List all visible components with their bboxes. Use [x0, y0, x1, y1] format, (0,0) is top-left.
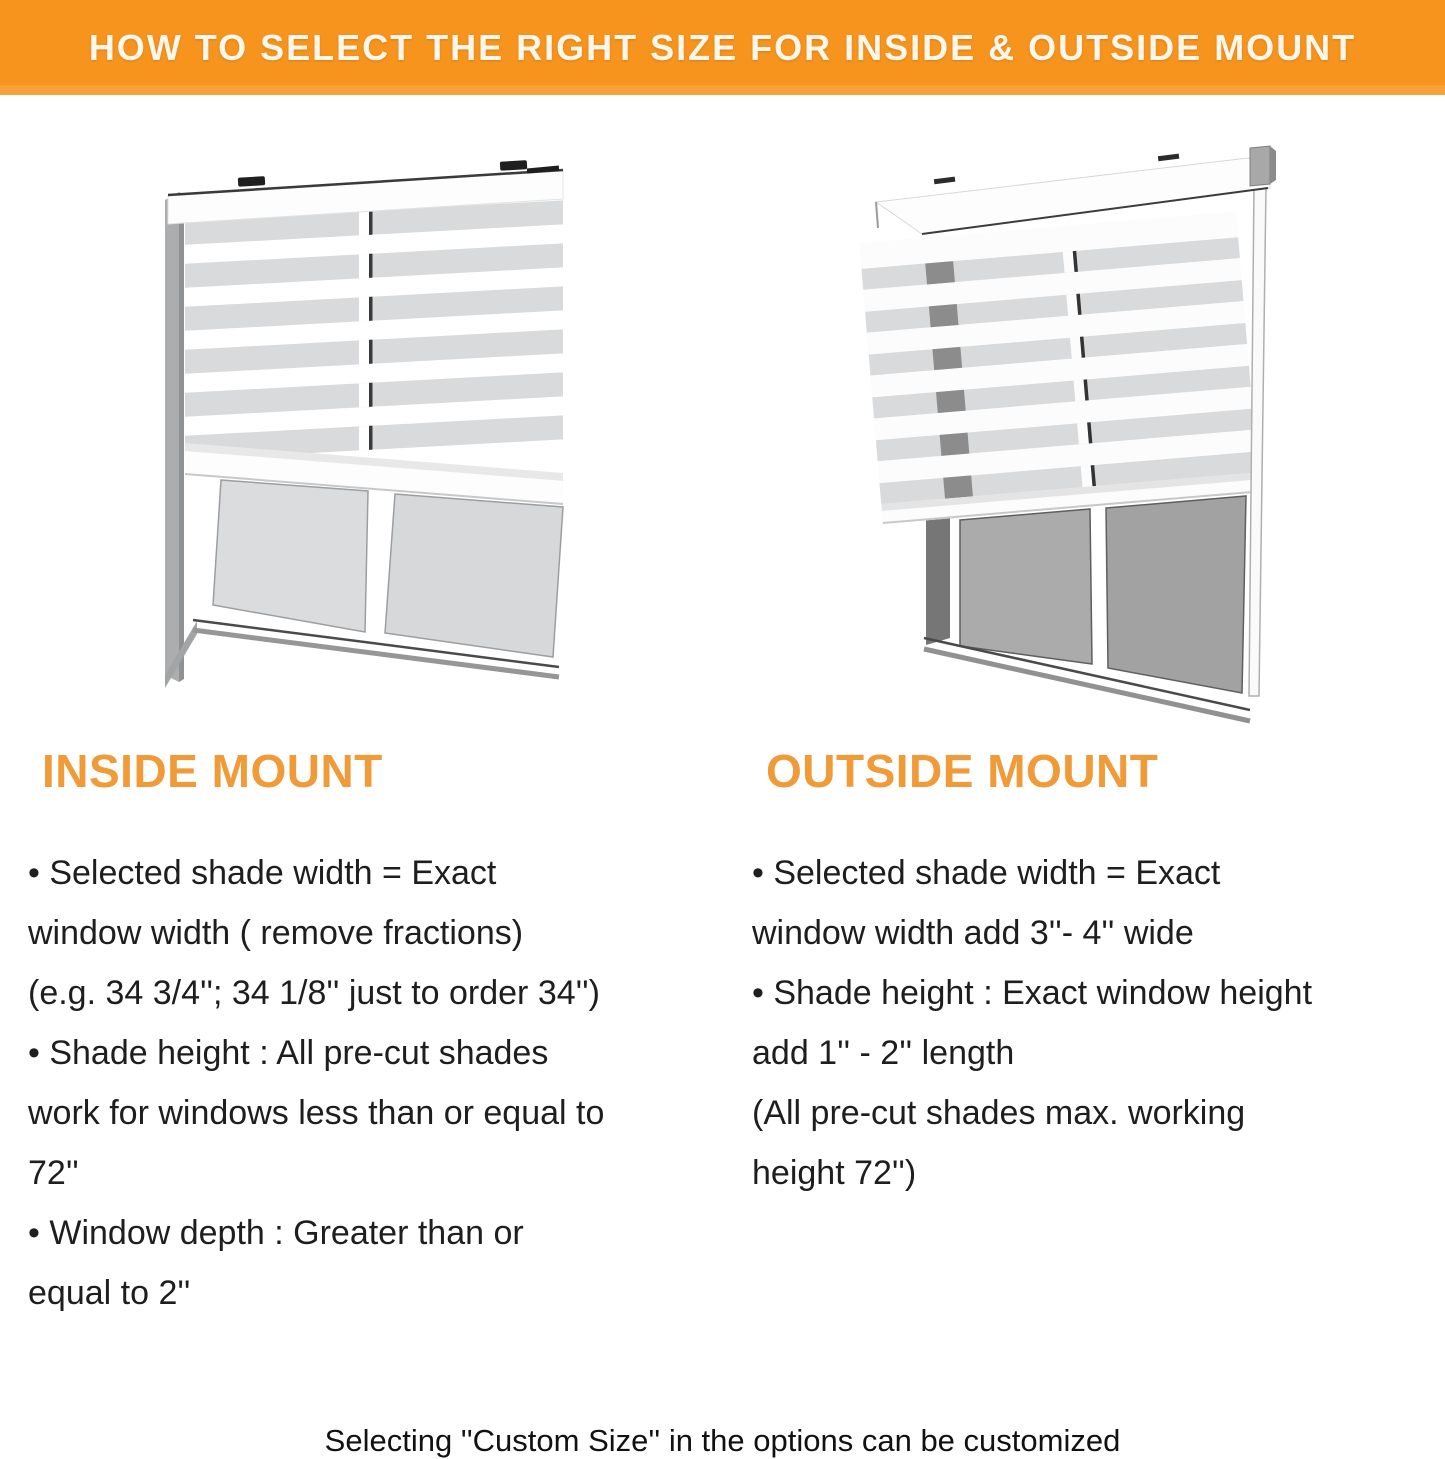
banner-title: HOW TO SELECT THE RIGHT SIZE FOR INSIDE & OUTSIDE MOUNT	[88, 26, 1357, 68]
spec-line: • Selected shade width = Exact	[28, 854, 497, 892]
spec-line: height 72'')	[752, 1154, 917, 1192]
spec-line: equal to 2''	[28, 1274, 191, 1312]
zebra-shade	[859, 211, 1259, 524]
spec-line: work for windows less than or equal to	[28, 1094, 605, 1132]
window-glass	[924, 496, 1250, 721]
outside-mount-specs	[752, 843, 1442, 1203]
outside-mount-heading: OUTSIDE MOUNT	[766, 745, 1159, 797]
spec-line: (e.g. 34 3/4''; 34 1/8'' just to order 34'')	[28, 974, 600, 1012]
inside-mount-specs	[28, 843, 718, 1323]
spec-line: window width ( remove fractions)	[28, 914, 524, 952]
spec-line: window width add 3''- 4'' wide	[752, 914, 1194, 952]
window-frame	[926, 516, 950, 645]
spec-line: • Selected shade width = Exact	[752, 854, 1221, 892]
spec-line: • Window depth : Greater than or	[28, 1214, 524, 1252]
header-banner	[0, 0, 1445, 95]
spec-line: 72''	[28, 1154, 79, 1192]
spec-line: • Shade height : Exact window height	[752, 974, 1313, 1012]
inside-mount-illustration	[163, 158, 575, 706]
custom-size-note: Selecting ''Custom Size'' in the options can be customized	[324, 1423, 1121, 1458]
inside-mount-window-icon	[163, 158, 575, 706]
inside-mount-heading: INSIDE MOUNT	[42, 745, 383, 797]
outside-mount-window-icon	[858, 136, 1278, 736]
spec-line: (All pre-cut shades max. working	[752, 1094, 1246, 1132]
spec-line: • Shade height : All pre-cut shades	[28, 1034, 549, 1072]
outside-mount-illustration	[858, 136, 1278, 736]
window-side-frame	[1249, 186, 1266, 696]
spec-line: add 1'' - 2'' length	[752, 1034, 1015, 1072]
window-glass	[193, 480, 563, 677]
mounting-bracket	[1250, 146, 1270, 186]
